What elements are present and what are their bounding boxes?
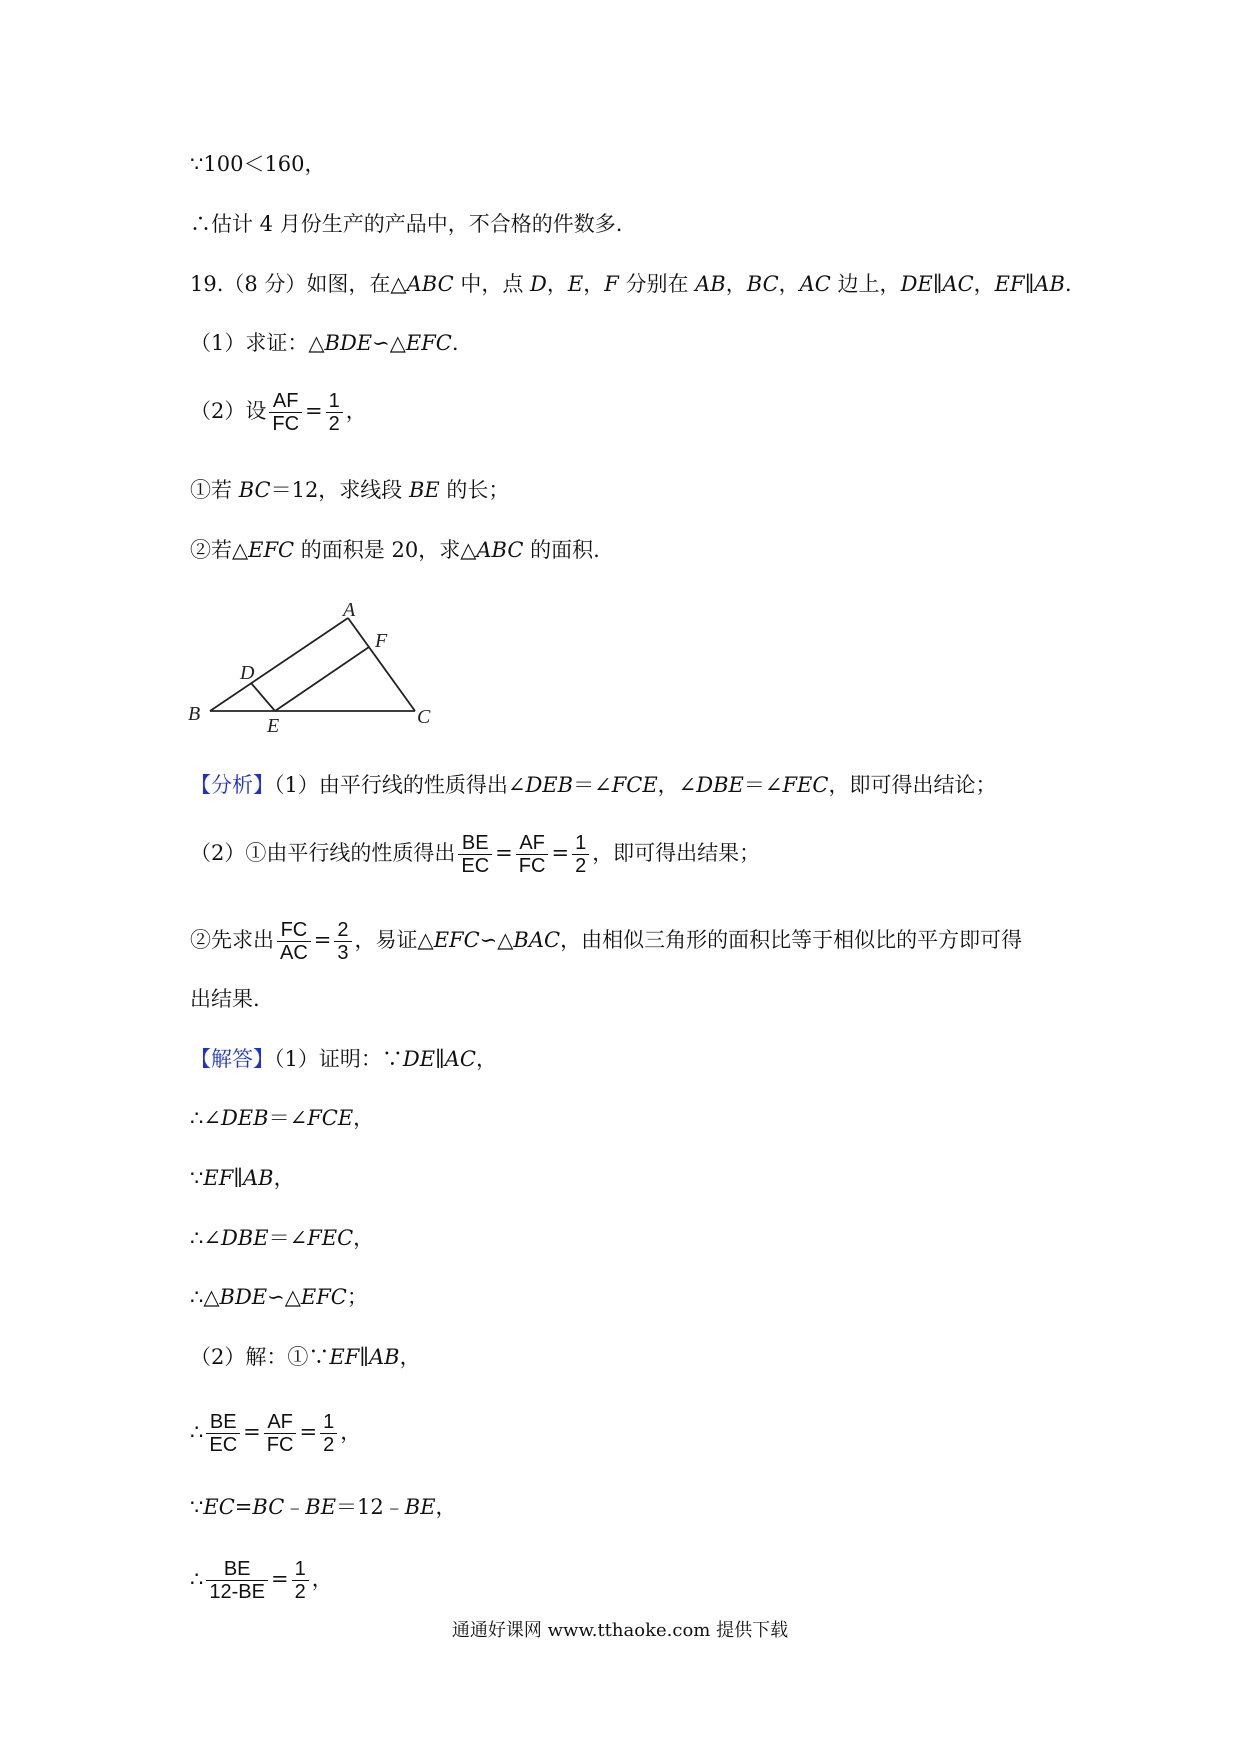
text-run: ，即可得出结论； — [828, 773, 997, 797]
fraction-numerator: 2 — [334, 919, 351, 942]
equals-sign: = — [305, 399, 323, 423]
text-run: ，由相似三角形的面积比等于相似比的平方即可得 — [560, 928, 1023, 952]
fraction-denominator: FC — [266, 1434, 294, 1456]
analysis-tag: 【分析】 — [190, 773, 274, 797]
text-run: ，易证△ — [354, 928, 434, 952]
math-var: EFC — [433, 928, 480, 952]
text-run: ， — [345, 399, 367, 423]
math-var: BDE — [324, 331, 373, 355]
analysis-line-2 — [190, 832, 760, 877]
text-run: 19.（8 分）如图，在△ — [190, 272, 407, 296]
solution-tag: 【解答】 — [190, 1047, 274, 1071]
fraction-numerator: BE — [206, 1411, 240, 1434]
fraction — [292, 1558, 309, 1603]
fraction-numerator: AF — [264, 1411, 297, 1434]
fraction-numerator: 1 — [572, 832, 589, 855]
math-var: FCE — [307, 1106, 354, 1130]
point-label-e: E — [267, 715, 280, 737]
fraction-denominator: 2 — [328, 413, 340, 435]
parallel-symbol: ∥ — [932, 272, 943, 296]
text-run: ＝12﹣ — [336, 1495, 405, 1519]
math-var: BAC — [513, 928, 561, 952]
math-var: EFC — [405, 331, 452, 355]
math-var: EC — [203, 1495, 235, 1519]
math-var: ABC — [406, 272, 454, 296]
fraction-numerator: AF — [516, 832, 549, 855]
text-run: ， — [583, 272, 605, 296]
solution-line-5 — [190, 1282, 368, 1312]
math-var: AC — [799, 272, 831, 296]
equals-sign: = — [270, 1567, 289, 1591]
point-label-b: B — [188, 703, 201, 725]
text-run: ②若△ — [190, 538, 249, 562]
analysis-line-4: 出结果. — [190, 987, 260, 1011]
text-run: ＝∠ — [573, 773, 612, 797]
parallel-symbol: ∥ — [435, 1047, 445, 1071]
text-run: 的面积是 20，求△ — [294, 538, 477, 562]
analysis-line-3 — [190, 919, 1022, 964]
math-var: DBE — [220, 1226, 269, 1250]
text-run: ∽△ — [267, 1285, 301, 1309]
text-run: ＝∠ — [268, 1226, 308, 1250]
fraction-numerator: BE — [206, 1558, 268, 1581]
math-var: BDE — [219, 1285, 268, 1309]
segment-ef — [275, 647, 369, 711]
fraction-numerator: 1 — [326, 390, 343, 413]
math-var: AB — [368, 1345, 400, 1369]
math-var: DE — [402, 1047, 436, 1071]
fraction-denominator: 2 — [323, 1434, 335, 1456]
text-run: 边上， — [830, 272, 901, 296]
fraction — [458, 832, 492, 877]
math-var: BC — [238, 478, 271, 502]
math-var: BC — [252, 1495, 285, 1519]
equals-sign: = — [313, 928, 332, 952]
text-run: 分别在 — [618, 272, 696, 296]
math-var: EF — [203, 1166, 234, 1190]
text-run: ①若 — [190, 478, 239, 502]
math-var: EFC — [248, 538, 295, 562]
text-run: ， — [546, 272, 568, 296]
fraction — [572, 832, 589, 877]
text-run: （2）①由平行线的性质得出 — [190, 841, 456, 865]
text-run: ， — [973, 272, 995, 296]
math-var: BE — [305, 1495, 337, 1519]
text-run: ∵ — [190, 1166, 204, 1190]
fraction-numerator: 1 — [292, 1558, 309, 1581]
parallel-symbol: ∥ — [233, 1166, 243, 1190]
text-line: ∴估计 4 月份生产的产品中，不合格的件数多. — [190, 212, 623, 236]
text-run: ， — [311, 1567, 333, 1591]
fraction-denominator: EC — [461, 855, 490, 877]
solution-line-6 — [190, 1342, 421, 1372]
parallel-symbol: ∥ — [1024, 272, 1035, 296]
text-run: ， — [725, 272, 747, 296]
text-run: ∽△ — [372, 331, 406, 355]
math-var: FCE — [611, 773, 658, 797]
text-run: ＝12，求线段 — [270, 478, 409, 502]
solution-line-7 — [190, 1411, 361, 1456]
text-run: ， — [475, 1047, 497, 1071]
fraction — [269, 390, 302, 435]
sub-question-1 — [190, 328, 459, 358]
math-var: EF — [994, 272, 1025, 296]
text-run: （1）求证：△ — [190, 331, 325, 355]
parallel-symbol: ∥ — [359, 1345, 369, 1369]
fraction-numerator: FC — [277, 919, 311, 942]
math-var: DE — [900, 272, 933, 296]
fraction-denominator: 2 — [575, 855, 587, 877]
equals-sign: = — [243, 1420, 261, 1444]
fraction — [277, 919, 311, 964]
text-run: ，即可得出结果； — [592, 841, 761, 865]
math-var: D — [530, 272, 547, 296]
fraction-numerator: AF — [269, 390, 302, 413]
segment-ab — [210, 618, 348, 711]
text-run: ； — [346, 1285, 368, 1309]
math-var: AC — [942, 272, 974, 296]
fraction-numerator: BE — [458, 832, 492, 855]
text-run: = — [234, 1495, 253, 1519]
math-var: AB — [1034, 272, 1065, 296]
text-run: ②先求出 — [190, 928, 274, 952]
math-var: FEC — [782, 773, 829, 797]
equals-sign: = — [551, 841, 570, 865]
math-var: EF — [329, 1345, 360, 1369]
math-var: DBE — [696, 773, 744, 797]
fraction-denominator: FC — [518, 855, 546, 877]
text-line: ∵100＜160， — [190, 152, 326, 176]
fraction-denominator: 12-BE — [209, 1581, 265, 1603]
math-var: EFC — [300, 1285, 347, 1309]
text-run: （1）由平行线的性质得出∠ — [274, 773, 526, 797]
math-var: F — [604, 272, 619, 296]
fraction-numerator: 1 — [320, 1411, 337, 1434]
point-label-d: D — [240, 662, 255, 684]
solution-line-2 — [190, 1103, 374, 1133]
text-run: ∴ — [190, 1420, 204, 1444]
sub-question-2-part-1 — [190, 475, 509, 505]
math-var: AB — [695, 272, 726, 296]
fraction-denominator: FC — [272, 413, 300, 435]
page-footer: 通通好课网 www.tthaoke.com 提供下载 — [451, 1620, 789, 1641]
equals-sign: = — [299, 1420, 318, 1444]
math-var: BE — [408, 478, 440, 502]
fraction-denominator: AC — [280, 942, 308, 964]
point-label-a: A — [343, 599, 356, 621]
solution-line-1 — [190, 1044, 497, 1074]
solution-line-4 — [190, 1223, 374, 1253]
point-label-c: C — [417, 706, 431, 728]
text-run: ∵ — [190, 1495, 204, 1519]
equals-sign: = — [495, 841, 513, 865]
text-run: （2）设 — [190, 399, 267, 423]
fraction — [516, 832, 549, 877]
text-run: （1）证明：∵ — [274, 1047, 403, 1071]
point-label-f: F — [375, 630, 388, 652]
text-run: 的面积. — [523, 538, 600, 562]
fraction — [334, 919, 351, 964]
math-var: BC — [746, 272, 779, 296]
text-run: . — [451, 331, 459, 355]
solution-line-9 — [190, 1558, 333, 1603]
sub-question-2 — [190, 390, 367, 435]
sub-question-2-part-2 — [190, 535, 600, 565]
analysis-line-1 — [190, 770, 996, 800]
fraction — [326, 390, 343, 435]
text-run: ＝∠ — [743, 773, 783, 797]
text-run: ＝∠ — [268, 1106, 308, 1130]
text-run: ∽△ — [479, 928, 514, 952]
text-run: ， — [353, 1106, 375, 1130]
text-run: ，∠ — [657, 773, 697, 797]
math-var: FEC — [307, 1226, 354, 1250]
text-run: ∴△ — [190, 1285, 220, 1309]
segment-de — [251, 683, 275, 711]
text-run: ∴∠ — [190, 1226, 221, 1250]
fraction — [264, 1411, 297, 1456]
math-var: E — [567, 272, 584, 296]
text-run: 的长； — [439, 478, 510, 502]
fraction — [206, 1558, 268, 1603]
solution-line-3 — [190, 1163, 295, 1193]
text-run: （2）解：①∵ — [190, 1345, 330, 1369]
math-var: AB — [242, 1166, 274, 1190]
text-run: ， — [778, 272, 800, 296]
math-var: BE — [404, 1495, 436, 1519]
math-var: ABC — [476, 538, 524, 562]
text-run: 中，点 — [453, 272, 531, 296]
text-run: ， — [353, 1226, 375, 1250]
text-run: ， — [435, 1495, 457, 1519]
math-var: DEB — [220, 1106, 269, 1130]
question-19-stem — [190, 269, 1072, 299]
text-run: ， — [340, 1420, 362, 1444]
fraction-denominator: 3 — [337, 942, 349, 964]
text-run: . — [1064, 272, 1072, 296]
math-var: DEB — [525, 773, 574, 797]
text-run: ∴ — [190, 1567, 204, 1591]
triangle-figure — [185, 598, 445, 738]
fraction — [206, 1411, 240, 1456]
fraction-denominator: 2 — [294, 1581, 306, 1603]
text-run: ， — [399, 1345, 421, 1369]
text-run: ﹣ — [284, 1495, 306, 1519]
solution-line-8 — [190, 1492, 457, 1522]
text-run: ∴∠ — [190, 1106, 221, 1130]
fraction — [320, 1411, 337, 1456]
text-run: ， — [273, 1166, 295, 1190]
fraction-denominator: EC — [209, 1434, 238, 1456]
math-var: AC — [444, 1047, 476, 1071]
